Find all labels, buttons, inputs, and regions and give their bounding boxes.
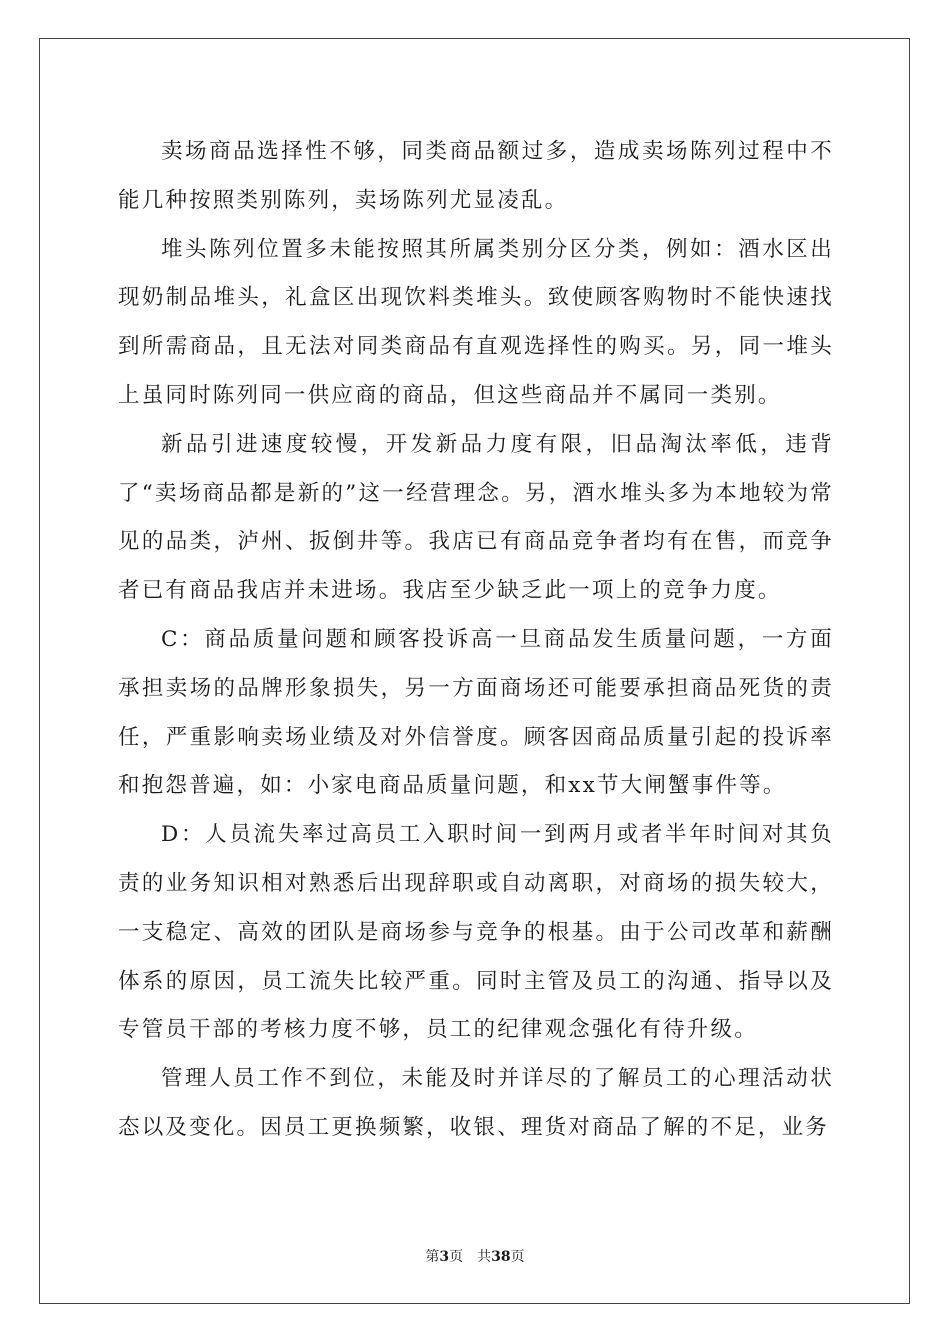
paragraph-3: 新品引进速度较慢，开发新品力度有限，旧品淘汰率低，违背了“卖场商品都是新的”这一经营理念。另，酒水堆头多为本地较为常见的品类，泸州、扳倒井等。我店已有商品竞争者均有在售，而竞争者已有商品我店并未进场。我店至少缺乏此一项上的竞争力度。 xyxy=(118,431,834,604)
paragraph-5: D：人员流失率过高员工入职时间一到两月或者半年时间对其负责的业务知识相对熟悉后出现辞职或自动离职，对商场的损失较大，一支稳定、高效的团队是商场参与竞争的根基。由于公司改革和薪酬体系的原因，员工流失比较严重。同时主管及员工的沟通、指导以及专管员干部的考核力度不够，员工的纪律观念强化有待升级。 xyxy=(118,822,834,1043)
paragraph-4: C：商品质量问题和顾客投诉高一旦商品发生质量问题，一方面承担卖场的品牌形象损失，另一方面商场还可能要承担商品死货的责任，严重影响卖场业绩及对外信誉度。顾客因商品质量引起的投诉率和抱怨普遍，如：小家电商品质量问题，和xx节大闸蟹事件等。 xyxy=(118,626,834,799)
page-suffix: 页 xyxy=(449,1249,464,1265)
paragraph-6: 管理人员工作不到位，未能及时并详尽的了解员工的心理活动状态以及变化。因员工更换频繁，收银、理货对商品了解的不足，业务 xyxy=(118,1066,834,1140)
page-footer xyxy=(0,1246,950,1266)
total-prefix: 共 xyxy=(477,1249,492,1265)
paragraph-2: 堆头陈列位置多未能按照其所属类别分区分类，例如：酒水区出现奶制品堆头，礼盒区出现饮料类堆头。致使顾客购物时不能快速找到所需商品，且无法对同类商品有直观选择性的购买。另，同一堆头上虽同时陈列同一供应商的商品，但这些商品并不属同一类别。 xyxy=(118,236,834,408)
total-suffix: 页 xyxy=(510,1249,525,1265)
total-pages: 38 xyxy=(491,1249,511,1265)
page-prefix: 第 xyxy=(425,1249,440,1265)
paragraph-1: 卖场商品选择性不够，同类商品额过多，造成卖场陈列过程中不能几种按照类别陈列，卖场陈列尤显凌乱。 xyxy=(118,139,834,213)
document-body xyxy=(118,128,834,1153)
page-number: 3 xyxy=(439,1249,450,1265)
